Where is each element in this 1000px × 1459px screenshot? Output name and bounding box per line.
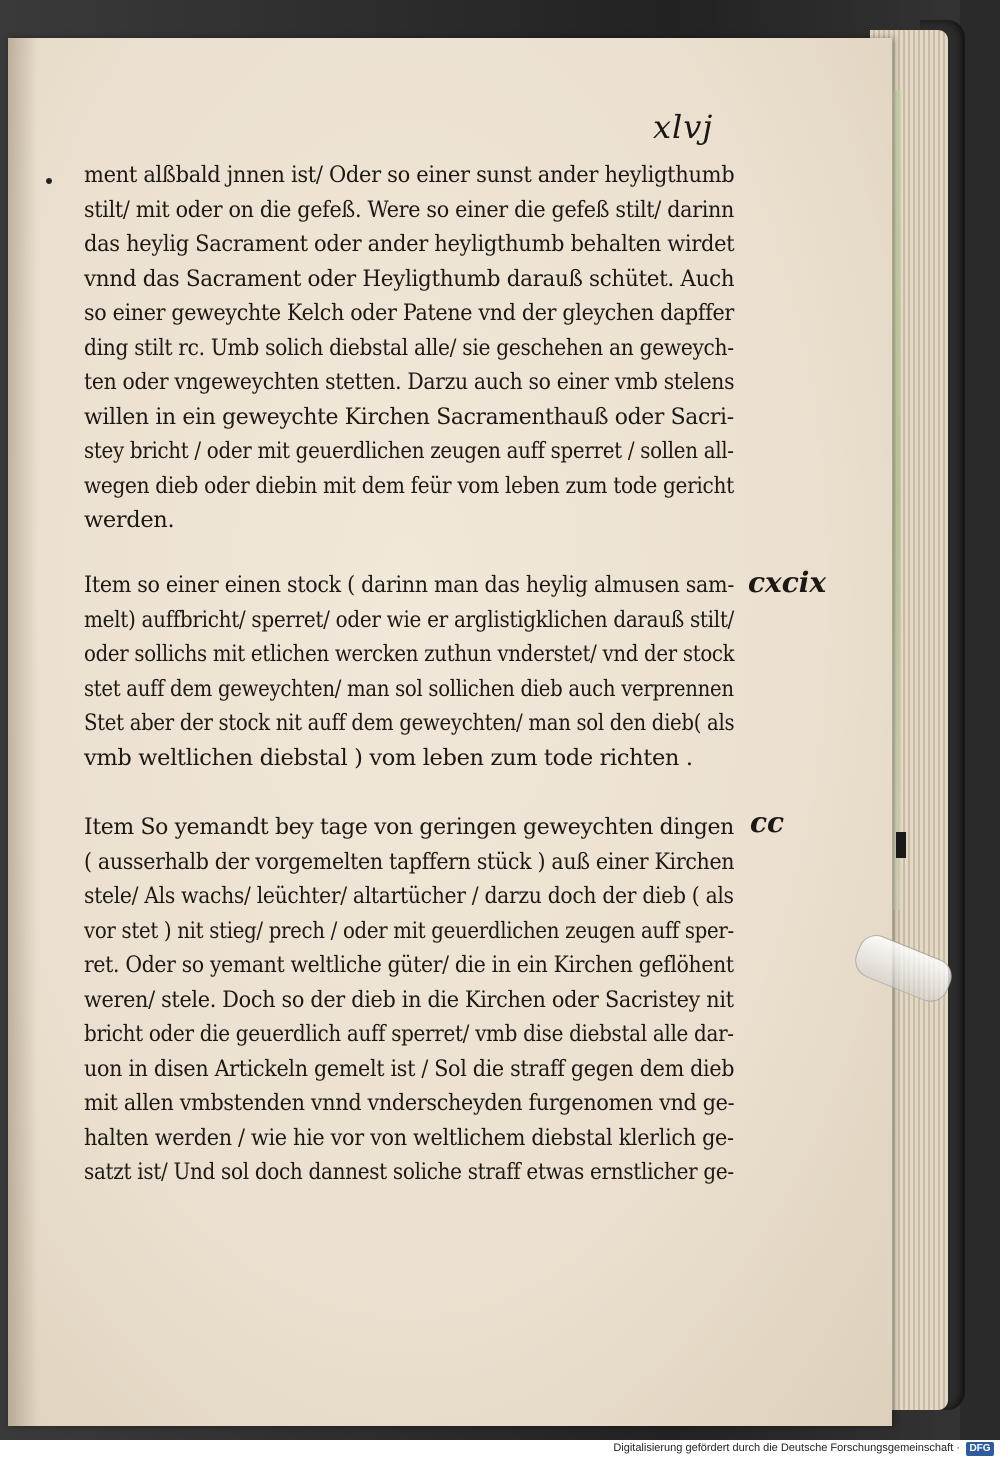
margin-note-cxcix: cxcix xyxy=(748,566,827,599)
text-line: stey bricht / oder mit geuerdlichen zeugen auff sperret / sollen all- xyxy=(84,438,734,464)
page-marker xyxy=(896,832,906,858)
text-line: ment alßbald jnnen ist/ Oder so einer sunst ander heyligthumb xyxy=(84,162,735,188)
footer-bar xyxy=(0,1440,1000,1459)
text-line: vmb weltlichen diebstal ) vom leben zum tode richten . xyxy=(84,744,693,771)
text-line: so einer geweychte Kelch oder Patene vnd der gleychen dapffer xyxy=(84,300,734,326)
text-line: mit allen vmbstenden vnnd vnderscheyden furgenomen vnd ge- xyxy=(84,1090,735,1116)
margin-note-cc: cc xyxy=(750,806,785,839)
text-line: satzt ist/ Und sol doch dannest soliche straff etwas ernstlicher ge- xyxy=(84,1159,734,1185)
text-line: werden. xyxy=(84,507,175,533)
text-line: melt) auffbricht/ sperret/ oder wie er arglistigklichen darauß stilt/ xyxy=(84,606,734,633)
text-line: vor stet ) nit stieg/ prech / oder mit geuerdlichen zeugen auff sper- xyxy=(84,917,734,944)
text-line: oder sollichs mit etlichen wercken zuthun vnderstet/ vnd der stock xyxy=(84,641,735,667)
text-line: bricht oder die geuerdlich auff sperret/ vmb dise diebstal alle dar- xyxy=(84,1021,734,1047)
text-line: Item So yemandt bey tage von geringen geweychten dingen xyxy=(84,814,734,840)
text-line: stele/ Als wachs/ leüchter/ altartücher / darzu doch der dieb ( als xyxy=(84,883,734,909)
dfg-logo: DFG xyxy=(966,1442,994,1456)
text-line: uon in disen Artickeln gemelt ist / Sol die straff gegen dem dieb xyxy=(84,1055,735,1082)
folio-number: xlvj xyxy=(653,108,714,146)
page-edge-stain xyxy=(893,90,901,910)
text-line: Item so einer einen stock ( darinn man das heylig almusen sam- xyxy=(84,572,734,598)
text-line: das heylig Sacrament oder ander heyligthumb behalten wirdet xyxy=(84,231,735,257)
paragraph-1 xyxy=(84,158,821,538)
text-line: ding stilt rc. Umb solich diebstal alle/ sie geschehen an geweych- xyxy=(84,334,734,361)
text-line: stilt/ mit oder on die gefeß. Were so einer die gefeß stilt/ darinn xyxy=(84,196,735,223)
text-line: willen in ein geweychte Kirchen Sacramenthauß oder Sacri- xyxy=(84,403,734,430)
paragraph-3 xyxy=(84,810,825,1190)
text-line: wegen dieb oder diebin mit dem feür vom leben zum tode gericht xyxy=(84,472,734,499)
paragraph-2 xyxy=(84,568,827,775)
text-line: weren/ stele. Doch so der dieb in die Kirchen oder Sacristey nit xyxy=(84,986,734,1013)
text-line: stet auff dem geweychten/ man sol sollichen dieb auch verprennen xyxy=(84,675,734,702)
text-line: ten oder vngeweychten stetten. Darzu auch so einer vmb stelens xyxy=(84,369,735,395)
gutter-shadow xyxy=(8,38,38,1426)
margin-dot xyxy=(46,178,52,184)
text-line: Stet aber der stock nit auff dem geweychten/ man sol den dieb( als xyxy=(84,710,735,736)
text-line: ret. Oder so yemant weltliche güter/ die in ein Kirchen geflöhent xyxy=(84,952,734,978)
funding-credit: Digitalisierung gefördert durch die Deutsche Forschungsgemeinschaft · xyxy=(613,1442,960,1454)
text-line: vnnd das Sacrament oder Heyligthumb darauß schütet. Auch xyxy=(84,265,735,292)
text-line: ( ausserhalb der vorgemelten tapffern stück ) auß einer Kirchen xyxy=(84,848,735,875)
text-line: halten werden / wie hie vor von weltlichem diebstal klerlich ge- xyxy=(84,1124,734,1151)
